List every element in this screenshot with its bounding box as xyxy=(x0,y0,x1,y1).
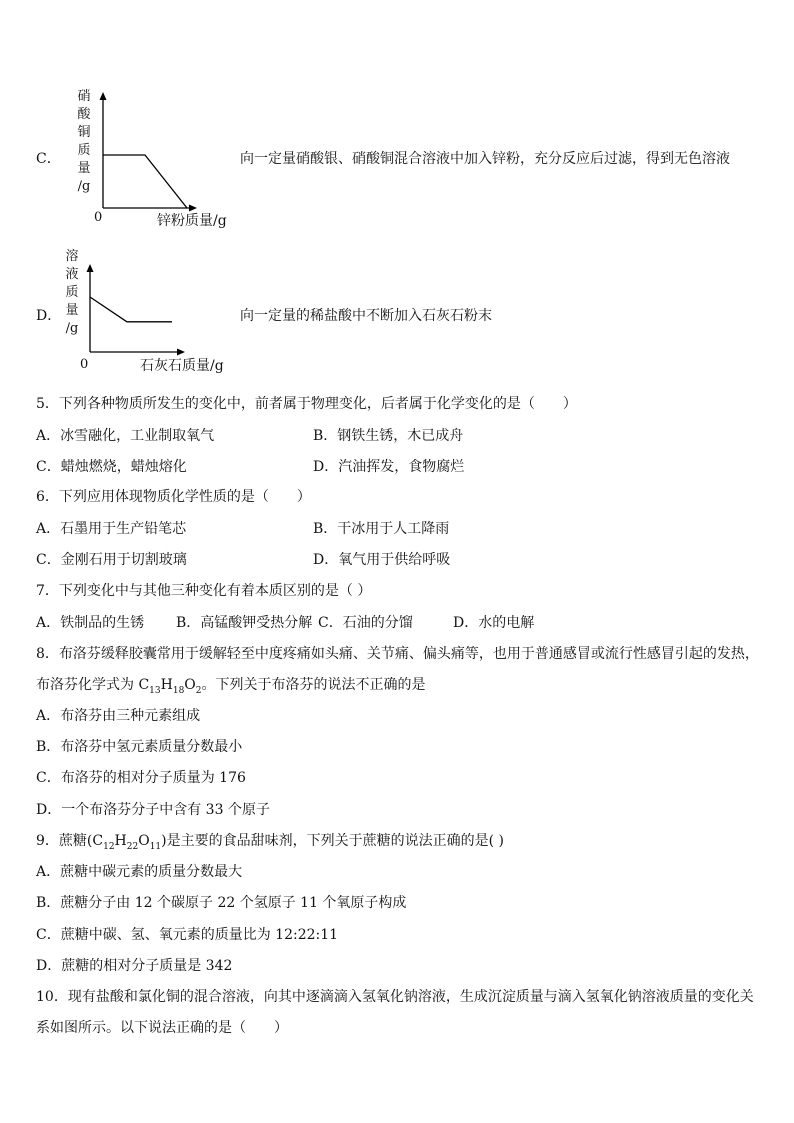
question-7-option-a: A．铁制品的生锈 xyxy=(36,615,145,631)
graph-d-y-axis-label xyxy=(64,248,80,338)
option-d-description: 向一定量的稀盐酸中不断加入石灰石粉末 xyxy=(240,308,492,324)
y-char: 溶 xyxy=(65,249,79,264)
graph-c-origin: 0 xyxy=(94,210,103,225)
question-8-option-c: C．布洛芬的相对分子质量为 176 xyxy=(36,770,246,786)
question-7-stem: 7．下列变化中与其他三种变化有着本质区别的是（ ） xyxy=(36,583,372,599)
question-8-option-a: A．布洛芬由三种元素组成 xyxy=(36,708,201,724)
graph-c-y-arrow xyxy=(100,92,107,100)
question-6-option-c: C．金刚石用于切割玻璃 xyxy=(36,552,187,568)
question-8-stem-line-2: 布洛芬化学式为 $C_{13}H_{18}O_2$。下列关于布洛芬的说法不正确的是 xyxy=(36,677,426,696)
question-8-stem-line-1: 8．布洛芬缓释胶囊常用于缓解轻至中度疼痛如头痛、关节痛、偏头痛等，也用于普通感冒或流行性感冒引起的发热， xyxy=(36,646,759,662)
question-6-stem: 6．下列应用体现物质化学性质的是（ ） xyxy=(36,489,311,505)
graph-d-x-arrow xyxy=(177,349,185,356)
question-8-option-d: D．一个布洛芬分子中含有 33 个原子 xyxy=(36,802,270,818)
question-5-stem: 5．下列各种物质所发生的变化中，前者属于物理变化，后者属于化学变化的是（ ） xyxy=(36,396,577,412)
question-5-option-c: C．蜡烛燃烧，蜡烛熔化 xyxy=(36,459,187,475)
question-6-option-d: D．氧气用于供给呼吸 xyxy=(313,552,451,568)
stem-suffix: )是主要的食品甜味剂，下列关于蔗糖的说法正确的是( ) xyxy=(161,833,504,849)
option-c-label: C． xyxy=(36,151,61,167)
question-5-option-a: A．冰雪融化，工业制取氧气 xyxy=(36,428,215,444)
question-7-option-b: B．高锰酸钾受热分解 xyxy=(176,615,313,631)
graph-d-origin: 0 xyxy=(80,357,89,372)
question-9-option-d: D．蔗糖的相对分子质量是 342 xyxy=(36,958,233,974)
question-9-option-a: A．蔗糖中碳元素的质量分数最大 xyxy=(36,864,243,880)
stem-prefix: 9．蔗糖(C xyxy=(36,833,104,849)
y-char: 液 xyxy=(65,267,79,282)
y-char: 量 xyxy=(65,303,79,318)
y-unit: /g xyxy=(65,321,79,336)
question-5-option-d: D．汽油挥发，食物腐烂 xyxy=(313,459,465,475)
graph-c-x-arrow xyxy=(189,205,197,212)
question-7-option-d: D．水的电解 xyxy=(453,615,535,631)
graph-d-chart xyxy=(80,262,190,357)
question-9-option-b: B．蔗糖分子由 12 个碳原子 22 个氢原子 11 个氧原子构成 xyxy=(36,895,407,911)
graph-d-y-arrow xyxy=(87,264,94,272)
question-9-stem: 9．蔗糖$(C_{12}H_{22}O_{11})$是主要的食品甜味剂，下列关于蔗糖的说法正确的是( ) xyxy=(36,833,504,852)
question-7-option-c: C．石油的分馏 xyxy=(318,615,413,631)
subscript: 11 xyxy=(149,841,162,852)
graph-c-curve xyxy=(103,155,187,208)
question-8-option-b: B．布洛芬中氢元素质量分数最小 xyxy=(36,739,243,755)
question-10-stem-line-2: 系如图所示。以下说法正确的是（ ） xyxy=(36,1020,288,1036)
option-d-label: D． xyxy=(36,308,62,324)
graph-d-x-axis-label: 石灰石质量/g xyxy=(140,358,224,374)
question-6-option-a: A．石墨用于生产铅笔芯 xyxy=(36,521,187,537)
subscript: 2 xyxy=(195,685,202,696)
subscript: 12 xyxy=(103,841,115,852)
question-9-option-c: C．蔗糖中碳、氢、氧元素的质量比为 12:22:11 xyxy=(36,927,339,943)
y-char: 量 xyxy=(77,161,91,176)
graph-c-chart xyxy=(90,90,200,210)
question-6-option-b: B．干冰用于人工降雨 xyxy=(313,521,450,537)
option-c-description: 向一定量硝酸银、硝酸铜混合溶液中加入锌粉，充分反应后过滤，得到无色溶液 xyxy=(240,151,730,167)
graph-c-x-axis-label: 锌粉质量/g xyxy=(157,213,227,229)
stem-suffix: 。下列关于布洛芬的说法不正确的是 xyxy=(201,677,426,693)
graph-d-curve xyxy=(90,297,172,322)
y-char: 质 xyxy=(77,143,91,158)
subscript: 22 xyxy=(126,841,139,852)
y-char: 铜 xyxy=(77,125,91,140)
y-char: 酸 xyxy=(77,107,91,122)
subscript: 18 xyxy=(172,685,185,696)
subscript: 13 xyxy=(149,685,161,696)
y-char: 质 xyxy=(65,285,79,300)
y-char: 硝 xyxy=(77,89,91,104)
question-5-option-b: B．钢铁生锈，木已成舟 xyxy=(313,428,464,444)
question-10-stem-line-1: 10．现有盐酸和氯化铜的混合溶液，向其中逐滴滴入氢氧化钠溶液，生成沉淀质量与滴入氢氧化钠溶液质量的变化关 xyxy=(36,989,754,1005)
formula-prefix: 布洛芬化学式为 C xyxy=(36,677,150,693)
y-unit: /g xyxy=(77,179,91,194)
